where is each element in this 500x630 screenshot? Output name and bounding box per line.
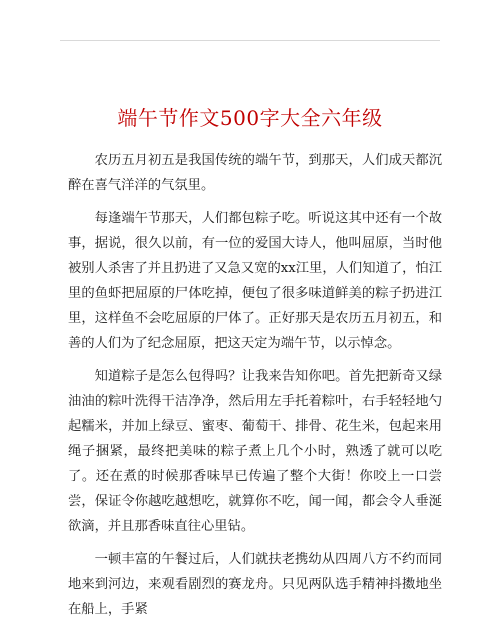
paragraph-2: 每逢端午节那天，人们都包粽子吃。听说这其中还有一个故事，据说，很久以前，有一位的爱国大诗人，他叫屈原，当时他被别人杀害了并且扔进了又急又宽的xx江里，人们知道了，怕江里的鱼虾把屈原的尸体吃掉，便包了很多味道鲜美的粽子扔进江里，这样鱼不会吃屈原的尸体了。正好那天是农历五月初五，和善的人们为了纪念屈原，把这天定为端午节，以示悼念。 bbox=[68, 211, 443, 351]
paragraph-3: 知道粽子是怎么包得吗？让我来告知你吧。首先把新奇又绿油油的粽叶洗得干洁净净，然后用左手托着粽叶，右手轻轻地勺起糯米，并加上绿豆、蜜枣、葡萄干、排骨、花生米，包起来用绳子捆紧，最终把美味的粽子煮上几个小时，熟透了就可以吃了。还在煮的时候那香味早已传遍了整个大街！你咬上一口尝尝，保证令你越吃越想吃，就算你不吃，闻一闻，都会令人垂涎欲滴，并且那香味直往心里钻。 bbox=[68, 369, 442, 534]
document-body bbox=[68, 148, 442, 630]
header-rule bbox=[60, 40, 440, 41]
paragraph-4: 一顿丰富的午餐过后，人们就扶老携幼从四周八方不约而同地来到河边，来观看剧烈的赛龙舟。只见两队选手精神抖擞地坐在船上，手紧 bbox=[68, 552, 442, 617]
paragraph-1: 农历五月初五是我国传统的端午节，到那天，人们成天都沉醉在喜气洋洋的气氛里。 bbox=[68, 153, 442, 193]
document-title: 端午节作文500字大全六年级 bbox=[117, 106, 383, 130]
